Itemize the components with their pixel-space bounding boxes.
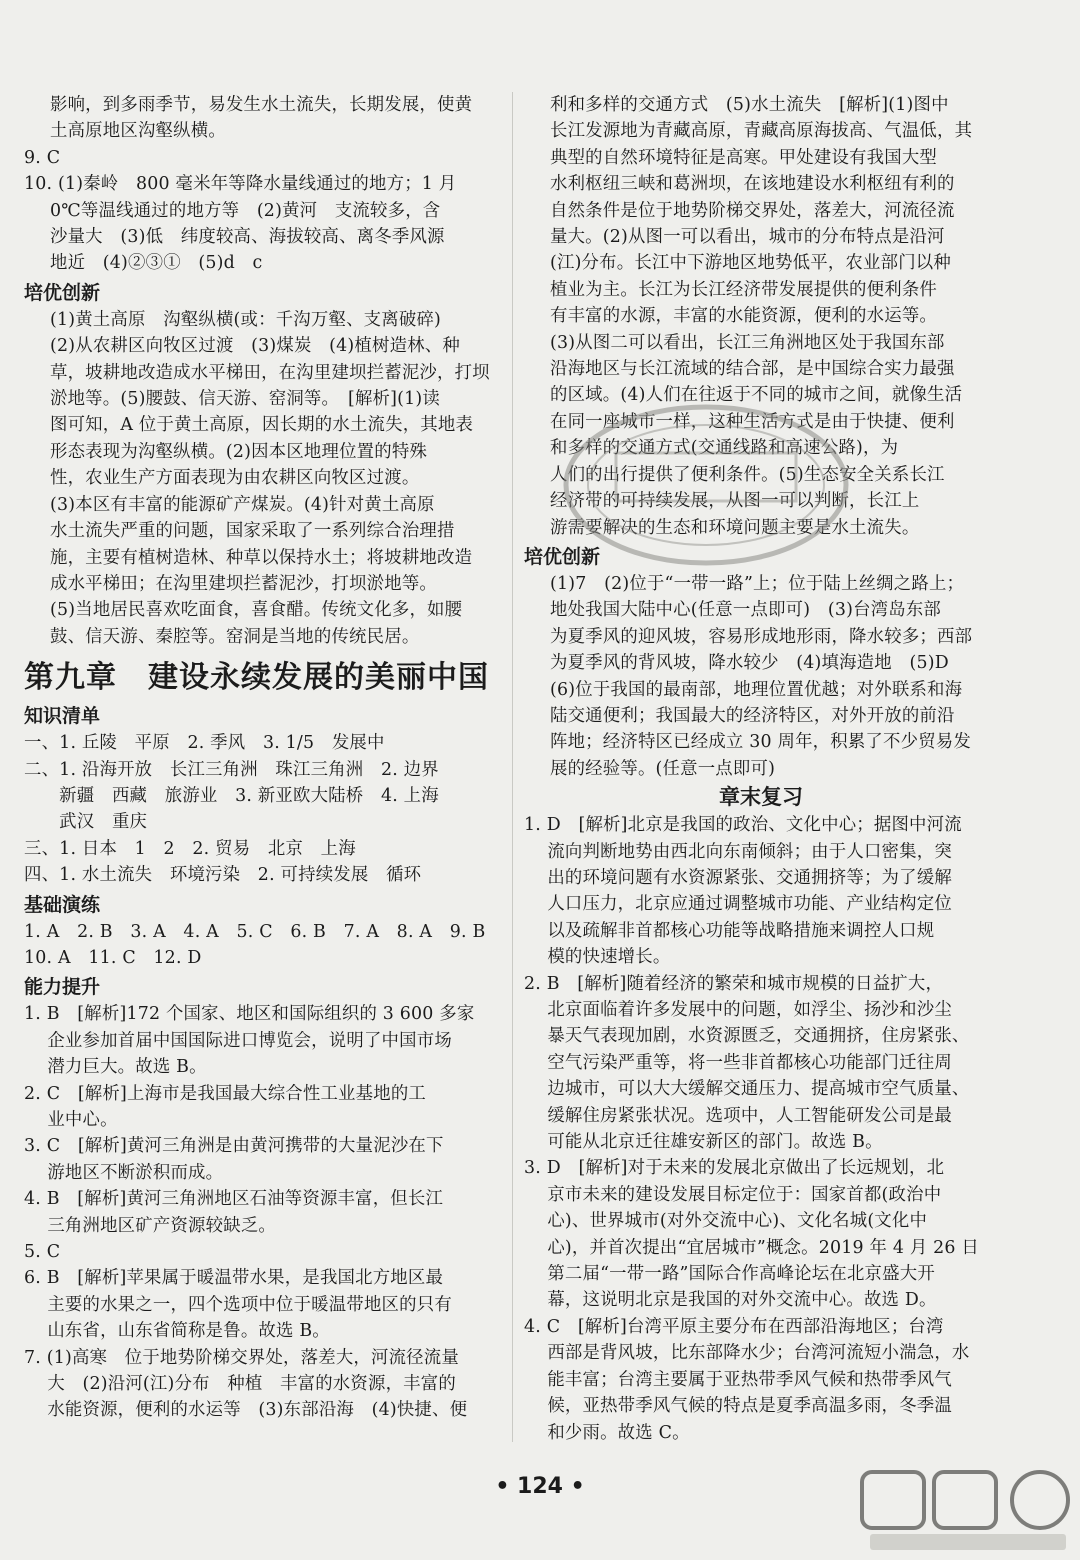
text-line: 典型的自然环境特征是高寒。甲处建设有我国大型 [550,147,937,168]
text-line: 形态表现为沟壑纵横。(2)因本区地理位置的特殊 [50,441,428,462]
text-line: 地处我国大陆中心(任意一点即可) (3)台湾岛东部 [550,600,942,621]
text-line: 的区域。(4)人们在往返于不同的城市之间，就像生活 [550,385,963,406]
text-line: 三、1. 日本 1 2 2. 贸易 北京 上海 [24,838,356,859]
section-heading-peiyou: 培优创新 [24,281,101,304]
left-column [24,92,502,1424]
text-line: 经济带的可持续发展，从图一可以判断，长江上 [550,491,920,512]
text-line: 和多样的交通方式(交通线路和高速公路)，为 [550,438,899,459]
left-continuation [24,92,502,145]
stamp-watermark-icon [556,398,856,573]
text-line: 2. C [解析]上海市是我国最大综合性工业基地的工 [24,1083,427,1104]
peiyou-block [24,307,502,650]
text-line: 1. D [解析]北京是我国的政治、文化中心；据图中河流 [524,815,962,836]
text-line: 4. C [解析]台湾平原主要分布在西部沿海地区；台湾 [524,1316,944,1337]
text-line: 潜力巨大。故选 B。 [24,1057,207,1078]
text-line: (3)本区有丰富的能源矿产煤炭。(4)针对黄土高原 [50,494,435,515]
text-line: 3. D [解析]对于未来的发展北京做出了长远规划，北 [524,1158,945,1179]
text-line: 心)、世界城市(对外交流中心)、文化名城(文化中 [524,1211,928,1232]
text-line: (6)位于我国的最南部，地理位置优越；对外联系和海 [550,679,963,700]
text-line: 展的经验等。(任意一点即可) [550,758,776,779]
text-line: 模的快速增长。 [524,947,671,968]
text-line: 缓解住房紧张状况。选项中，人工智能研发公司是最 [524,1105,952,1126]
text-line: 企业参加首届中国国际进口博览会，说明了中国市场 [24,1030,452,1051]
jichu-block [24,919,502,972]
text-line: (1)黄土高原 沟壑纵横(或：千沟万壑、支离破碎) [50,309,442,330]
nengli-block [24,1001,502,1424]
site-logo-icon [860,1466,1074,1556]
text-line: 3. C [解析]黄河三角洲是由黄河携带的大量泥沙在下 [24,1136,444,1157]
text-line: (2)从农耕区向牧区过渡 (3)煤炭 (4)植树造林、种 [50,336,460,357]
text-line: 一、1. 丘陵 平原 2. 季风 3. 1/5 发展中 [24,733,385,754]
text-line: 0℃等温线通过的地方等 (2)黄河 支流较多，含 [50,200,441,221]
text-line: 空气污染严重等，将一些非首都核心功能部门迁往周 [524,1052,952,1073]
text-line: 为夏季风的迎风坡，容易形成地形雨，降水较多；西部 [550,626,973,647]
text-line: 京市未来的建设发展目标定位于：国家首都(政治中 [524,1184,942,1205]
text-line: 土高原地区沟壑纵横。 [50,121,226,142]
column-divider [512,92,513,1442]
text-line: 2. B [解析]随着经济的繁荣和城市规模的日益扩大， [524,973,944,994]
text-line: 10. A 11. C 12. D [24,947,202,968]
text-line: 山东省，山东省简称是鲁。故选 B。 [24,1321,330,1342]
text-line: 业中心。 [24,1110,118,1130]
section-heading-nengli: 能力提升 [24,976,101,999]
text-line: 7. (1)高寒 位于地势阶梯交界处，落差大，河流径流量 [24,1347,459,1368]
text-line: 心)，并首次提出“宜居城市”概念。2019 年 4 月 26 日 [524,1237,980,1258]
text-line: 水土流失严重的问题，国家采取了一系列综合治理措 [50,521,455,542]
text-line: 地近 (4)②③① (5)d c [50,253,263,274]
text-line: 5. C [24,1242,61,1263]
text-line: 水利枢纽三峡和葛洲坝，在该地建设水利枢纽有利的 [550,174,955,195]
text-line: 成水平梯田；在沟里建坝拦蓄泥沙，打坝淤地等。 [50,573,437,594]
text-line: 幕，这说明北京是我国的对外交流中心。故选 D。 [524,1290,937,1311]
review-heading: 章末复习 [719,785,803,810]
peiyou-right-block [524,571,998,782]
text-line: 施，主要有植树造林、种草以保持水土；将坡耕地改造 [50,547,473,568]
text-line: 武汉 重庆 [24,812,148,833]
text-line: 能丰富；台湾主要属于亚热带季风气候和热带季风气 [524,1369,952,1390]
text-line: 利和多样的交通方式 (5)水土流失 [解析](1)图中 [550,95,949,115]
text-line: 在同一座城市一样，这种生活方式是由于快捷、便利 [550,411,955,432]
text-line: 和少雨。故选 C。 [524,1422,690,1443]
text-line: 人口压力，北京应通过调整城市功能、产业结构定位 [524,894,952,915]
text-line: 北京面临着许多发展中的问题，如浮尘、扬沙和沙尘 [524,1000,952,1020]
text-line: (3)从图二可以看出，长江三角洲地区处于我国东部 [550,332,945,353]
answer-q10 [24,171,502,277]
text-line: 自然条件是位于地势阶梯交界处，落差大，河流径流 [550,200,955,221]
text-line: 鼓、信天游、秦腔等。窑洞是当地的传统民居。 [50,626,420,647]
text-line: 1. A 2. B 3. A 4. A 5. C 6. B 7. A 8. A 9. B [24,921,486,942]
text-line: 沿海地区与长江流域的结合部，是中国综合实力最强 [550,359,955,380]
text-line: 陆交通便利；我国最大的经济特区，对外开放的前沿 [550,705,955,726]
text-line: 主要的水果之一，四个选项中位于暖温带地区的只有 [24,1294,452,1315]
text-line: 影响，到多雨季节，易发生水土流失，长期发展，使黄 [50,95,473,115]
text-line: (5)当地居民喜欢吃面食，喜食醋。传统文化多，如腰 [50,600,463,621]
text-line: 有丰富的水源，丰富的水能资源，便利的水运等。 [550,306,937,327]
text-line: 第二届“一带一路”国际合作高峰论坛在北京盛大开 [524,1264,935,1285]
text-line: 候，亚热带季风气候的特点是夏季高温多雨，冬季温 [524,1396,952,1417]
text-line: 6. B [解析]苹果属于暖温带水果，是我国北方地区最 [24,1268,444,1289]
text-line: 草，坡耕地改造成水平梯田，在沟里建坝拦蓄泥沙，打坝 [50,362,490,383]
text-line: (1)7 (2)位于“一带一路”上；位于陆上丝绸之路上； [550,573,965,594]
section-heading-zhishi: 知识清单 [24,705,101,728]
text-line: 可能从北京迁往雄安新区的部门。故选 B。 [524,1132,883,1153]
text-line: 人们的出行提供了便利条件。(5)生态安全关系长江 [550,464,945,485]
text-line: 淤地等。(5)腰鼓、信天游、窑洞等。 [解析](1)读 [50,389,440,410]
text-line: 西部是背风坡，比东部降水少；台湾河流短小湍急，水 [524,1343,970,1364]
section-heading-peiyou-right: 培优创新 [524,545,601,568]
answer-q9: 9. C [24,147,61,168]
text-line: 性，农业生产方面表现为由农耕区向牧区过渡。 [50,468,420,489]
chapter-title: 第九章 建设永续发展的美丽中国 [24,660,489,696]
text-line: (江)分布。长江中下游地区地势低平，农业部门以种 [550,253,951,274]
text-line: 以及疏解非首都核心功能等战略措施来调控人口规 [524,920,935,941]
right-column [524,92,998,1446]
text-line: 游需要解决的生态和环境问题主要是水土流失。 [550,517,920,538]
zhishi-block [24,730,502,888]
text-line: 流向判断地势由西北向东南倾斜；由于人口密集，突 [524,841,952,862]
text-line: 沙量大 (3)低 纬度较高、海拔较高、离冬季风源 [50,227,445,248]
review-block [524,812,998,1446]
text-line: 四、1. 水土流失 环境污染 2. 可持续发展 循环 [24,865,422,886]
text-line: 大 (2)沿河(江)分布 种植 丰富的水资源，丰富的 [24,1374,456,1395]
text-line: 水能资源，便利的水运等 (3)东部沿海 (4)快捷、便 [24,1400,468,1421]
text-line: 为夏季风的背风坡，降水较少 (4)填海造地 (5)D [550,653,949,674]
text-line: 三角洲地区矿产资源较缺乏。 [24,1215,276,1236]
text-line: 新疆 西藏 旅游业 3. 新亚欧大陆桥 4. 上海 [24,785,439,806]
text-line: 4. B [解析]黄河三角洲地区石油等资源丰富，但长江 [24,1189,444,1210]
text-line: 二、1. 沿海开放 长江三角洲 珠江三角洲 2. 边界 [24,759,439,780]
section-heading-jichu: 基础演练 [24,893,101,916]
text-line: 1. B [解析]172 个国家、地区和国际组织的 3 600 多家 [24,1004,475,1025]
text-line: 10. (1)秦岭 800 毫米年等降水量线通过的地方；1 月 [24,174,457,195]
text-line: 暴天气表现加剧，水资源匮乏，交通拥挤，住房紧张、 [524,1026,970,1047]
text-line: 阵地；经济特区已经成立 30 周年，积累了不少贸易发 [550,732,971,753]
page-number: • 124 • [495,1474,585,1499]
text-line: 长江发源地为青藏高原，青藏高原海拔高、气温低，其 [550,121,973,142]
text-line: 量大。(2)从图一可以看出，城市的分布特点是沿河 [550,227,945,248]
text-line: 出的环境问题有水资源紧张、交通拥挤等；为了缓解 [524,867,952,888]
text-line: 图可知，A 位于黄土高原，因长期的水土流失，其地表 [50,415,474,436]
text-line: 边城市，可以大大缓解交通压力、提高城市空气质量、 [524,1079,970,1100]
text-line: 植业为主。长江为长江经济带发展提供的便利条件 [550,279,937,300]
text-line: 游地区不断淤积而成。 [24,1162,224,1183]
